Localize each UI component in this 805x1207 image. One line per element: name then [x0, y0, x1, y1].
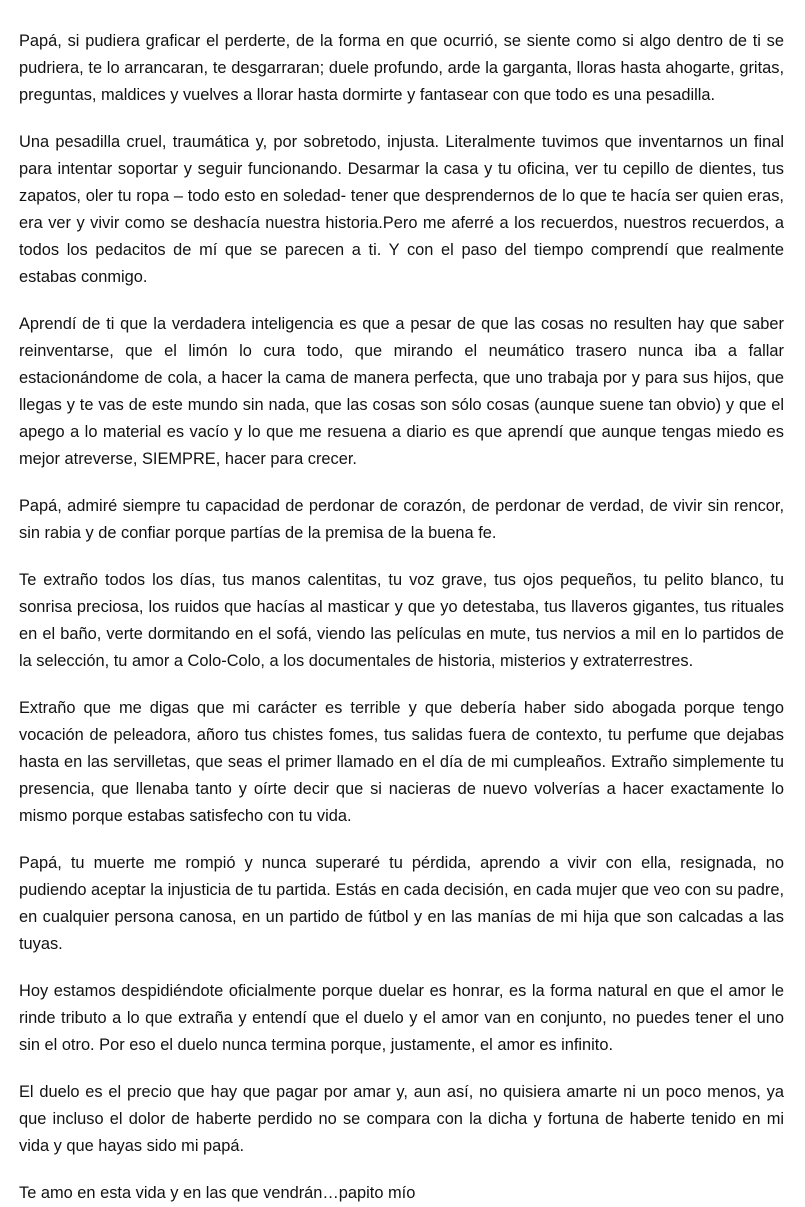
paragraph-7: Papá, tu muerte me rompió y nunca superaré tu pérdida, aprendo a vivir con ella, resignada, no pudiendo aceptar la injusticia de tu partida. Estás en cada decisión, en cada mujer que veo con su padre, en cualquier persona canosa, en un partido de fútbol y en las manías de mi hija que son calcadas a las tuyas.: [19, 854, 784, 953]
paragraph-8: Hoy estamos despidiéndote oficialmente porque duelar es honrar, es la forma natural en que el amor le rinde tributo a lo que extraña y entendí que el duelo y el amor van en conjunto, no puedes tener el uno sin el otro. Por eso el duelo nunca termina porque, justamente, el amor es infinito.: [19, 982, 784, 1054]
paragraph-5: Te extraño todos los días, tus manos calentitas, tu voz grave, tus ojos pequeños, tu pelito blanco, tu sonrisa preciosa, los ruidos que hacías al masticar y que yo detestaba, tus llaveros gigantes, tus rituales en el baño, verte dormitando en el sofá, viendo las películas en mute, tus nervios a mil en lo partidos de la selección, tu amor a Colo-Colo, a los documentales de historia, misterios y extraterrestres.: [19, 571, 784, 670]
paragraph-9: El duelo es el precio que hay que pagar por amar y, aun así, no quisiera amarte ni un poco menos, ya que incluso el dolor de haberte perdido no se compara con la dicha y fortuna de haberte tenido en mi vida y que hayas sido mi papá.: [19, 1083, 784, 1155]
paragraph-3: Aprendí de ti que la verdadera inteligencia es que a pesar de que las cosas no resulten hay que saber reinventarse, que el limón lo cura todo, que mirando el neumático trasero nunca iba a fallar estacionándome de cola, a hacer la cama de manera perfecta, que uno trabaja por y para sus hijos, que llegas y te vas de este mundo sin nada, que las cosas son sólo cosas (aunque suene tan obvio) y que el apego a lo material es vacío y lo que me resuena a diario es que aprendí que aunque tengas miedo es mejor atreverse, SIEMPRE, hacer para crecer.: [19, 315, 784, 468]
paragraph-6: Extraño que me digas que mi carácter es terrible y que debería haber sido abogada porque tengo vocación de peleadora, añoro tus chistes fomes, tus salidas fuera de contexto, tu perfume que dejabas hasta en las servilletas, que seas el primer llamado en el día de mi cumpleaños. Extraño simplemente tu presencia, que llenaba tanto y oírte decir que si nacieras de nuevo volverías a hacer exactamente lo mismo porque estabas satisfecho con tu vida.: [19, 699, 784, 825]
paragraph-1: Papá, si pudiera graficar el perderte, de la forma en que ocurrió, se siente como si algo dentro de ti se pudriera, te lo arrancaran, te desgarraran; duele profundo, arde la garganta, lloras hasta ahogarte, gritas, preguntas, maldices y vuelves a llorar hasta dormirte y fantasear con que todo es una pesadilla.: [19, 32, 784, 104]
paragraph-2: Una pesadilla cruel, traumática y, por sobretodo, injusta. Literalmente tuvimos que inventarnos un final para intentar soportar y seguir funcionando. Desarmar la casa y tu oficina, ver tu cepillo de dientes, tus zapatos, oler tu ropa – todo esto en soledad- tener que desprendernos de lo que te hacía ser quien eras, era ver y vivir como se deshacía nuestra historia.Pero me aferré a los recuerdos, nuestros recuerdos, a todos los pedacitos de mí que se parecen a ti. Y con el paso del tiempo comprendí que realmente estabas conmigo.: [19, 133, 784, 286]
paragraph-4: Papá, admiré siempre tu capacidad de perdonar de corazón, de perdonar de verdad, de vivir sin rencor, sin rabia y de confiar porque partías de la premisa de la buena fe.: [19, 497, 784, 542]
closing-line: Te amo en esta vida y en las que vendrán…papito mío: [19, 1184, 416, 1202]
document-body: [19, 28, 784, 1207]
